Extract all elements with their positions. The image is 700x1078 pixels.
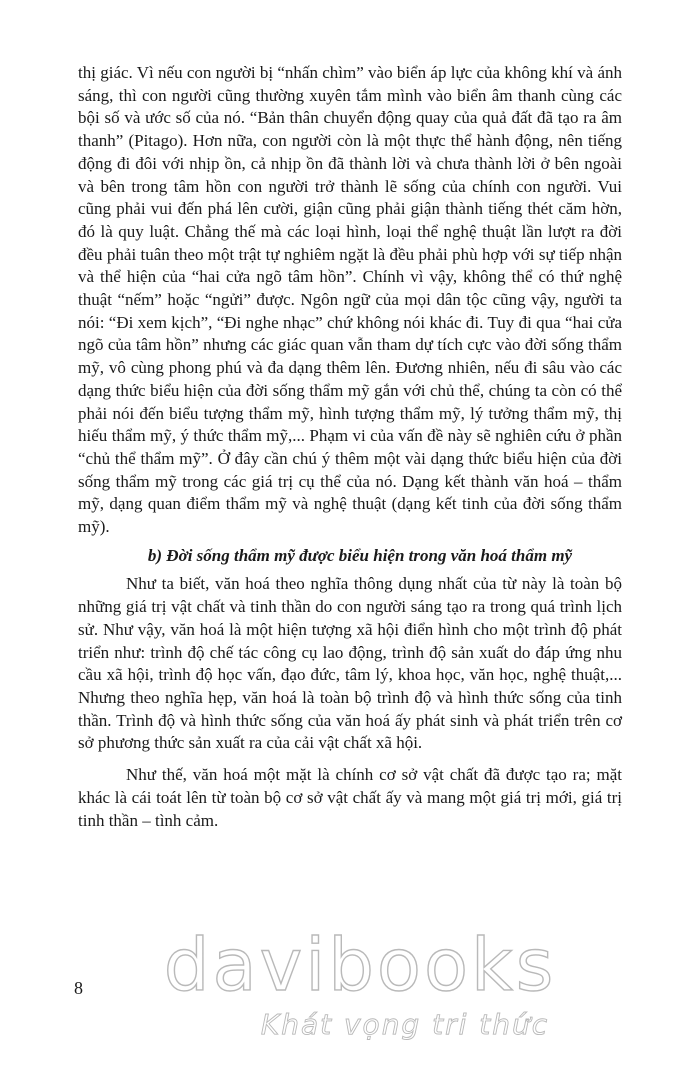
page-number: 8: [74, 978, 83, 998]
watermark-tagline: Khát vọng tri thức: [260, 1008, 550, 1041]
paragraph-culture-conclusion: Như thế, văn hoá một mặt là chính cơ sở vật chất đã được tạo ra; mặt khác là cái toát lên từ toàn bộ cơ sở vật chất ấy và mang một giá trị mới, giá trị tinh thần – tình cảm.: [78, 765, 622, 830]
section-heading: b) Đời sống thẩm mỹ được biểu hiện trong văn hoá thẩm mỹ: [147, 545, 573, 565]
watermark-logo: davibooks: [163, 923, 557, 1007]
paragraph-culture-definition: Như ta biết, văn hoá theo nghĩa thông dụng nhất của từ này là toàn bộ những giá trị vật chất và tinh thần do con người sáng tạo ra trong quá trình lịch sử. Như vậy, văn hoá là một hiện tượng xã hội điển hình cho một trình độ phát triển như: trình độ chế tác công cụ lao động, trình độ sản xuất do đáp ứng nhu cầu xã hội, trình độ học vấn, đạo đức, tâm lý, khoa học, văn học, nghệ thuật,... Nhưng theo nghĩa hẹp, văn hoá là toàn bộ trình độ và hình thức sống của tinh thần. Trình độ và hình thức sống của văn hoá ấy phát sinh và phát triển trên cơ sở phương thức sản xuất ra của cải vật chất xã hội.: [78, 574, 622, 753]
page-body: [78, 62, 622, 832]
paragraph-continuation: thị giác. Vì nếu con người bị “nhấn chìm” vào biển áp lực của không khí và ánh sáng, thì con người cũng thường xuyên tắm mình vào biển âm thanh cùng các bội số và ước số của nó. “Bản thân chuyển động quay của quả đất đã tạo ra âm thanh” (Pitago). Hơn nữa, con người còn là một thực thể hành động, nên tiếng động đi đôi với nhịp ồn, cả nhịp ồn đã thành lời và chưa thành lời ở bên ngoài và bên trong tâm hồn con người trở thành lẽ sống của chính con người. Vui cũng phải vui đến phá lên cười, giận cũng phải giận thành tiếng thét căm hờn, đó là quy luật. Chẳng thế mà các loại hình, loại thể nghệ thuật lần lượt ra đời đều phải tuân theo một trật tự nghiêm ngặt là đều phải phù hợp với sự tiếp nhận và thể hiện của “hai cửa ngõ tâm hồn”. Chính vì vậy, không thể có thứ nghệ thuật “nếm” hoặc “ngửi” được. Ngôn ngữ của mọi dân tộc cũng vậy, người ta nói: “Đi xem kịch”, “Đi nghe nhạc” chứ không nói khác đi. Tuy đi qua “hai cửa ngõ của tâm hồn” nhưng các giác quan vẫn tham dự tích cực vào đời sống thẩm mỹ, vô cùng phong phú và đa dạng thêm lên. Đương nhiên, nếu đi sâu vào các dạng thức biểu hiện của đời sống thẩm mỹ gắn với chủ thể, chúng ta còn có thể phải nói đến biểu tượng thẩm mỹ, hình tượng thẩm mỹ, lý tưởng thẩm mỹ, thị hiếu thẩm mỹ, ý thức thẩm mỹ,... Phạm vi của vấn đề này sẽ nghiên cứu ở phần “chủ thể thẩm mỹ”. Ở đây cần chú ý thêm một vài dạng thức biểu hiện của đời sống thẩm mỹ trong các giá trị cụ thể của nó. Dạng kết thành văn hoá – thẩm mỹ, dạng quan điểm thẩm mỹ và nghệ thuật (dạng kết tinh của đời sống thẩm mỹ).: [78, 63, 622, 537]
